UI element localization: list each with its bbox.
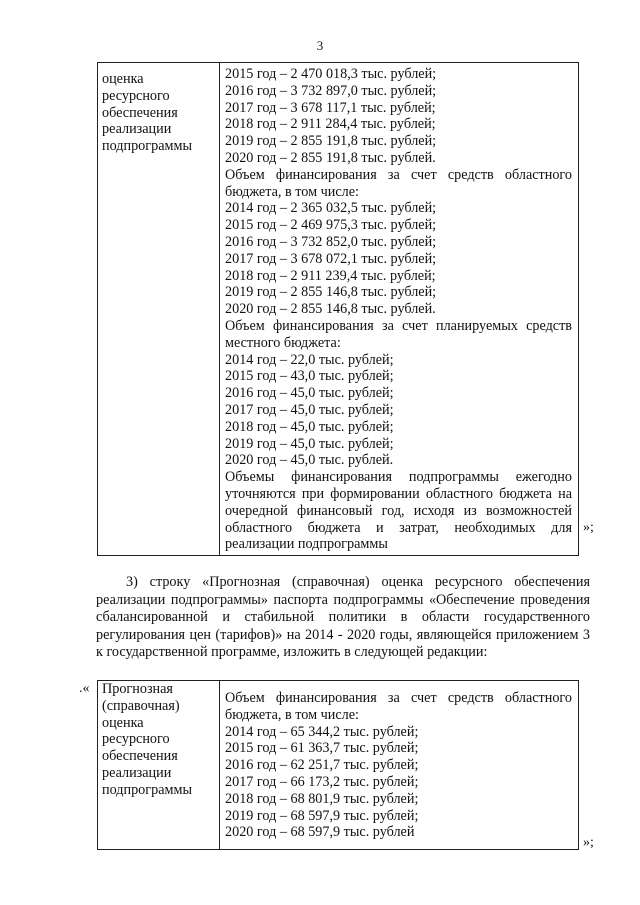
row-label-line: обеспечения	[102, 104, 178, 121]
row-label-line: подпрограммы	[102, 781, 192, 798]
funding-line: 2018 год – 2 911 284,4 тыс. рублей;	[225, 116, 436, 133]
resource-table-new	[97, 680, 579, 850]
row-label-line: ресурсного	[102, 731, 170, 748]
opening-quote: .«	[79, 681, 90, 696]
local-funding-line: 2019 год – 45,0 тыс. рублей;	[225, 435, 394, 452]
regional-funding-line: 2019 год – 2 855 146,8 тыс. рублей;	[225, 284, 437, 301]
funding-line: 2019 год – 2 855 191,8 тыс. рублей;	[225, 133, 437, 150]
row-label-cell	[98, 681, 220, 850]
funding-line: 2020 год – 2 855 191,8 тыс. рублей.	[225, 149, 436, 166]
regional-funding-line: 2016 год – 3 732 852,0 тыс. рублей;	[225, 233, 437, 250]
row-label-line: оценка	[102, 71, 144, 87]
local-funding-line: 2014 год – 22,0 тыс. рублей;	[225, 351, 394, 368]
local-budget-heading: Объем финансирования за счет планируемых средств местного бюджета:	[225, 317, 572, 351]
row-label-line: Прогнозная	[102, 681, 173, 697]
closing-quote: »;	[583, 835, 594, 850]
row-label-line: ресурсного	[102, 87, 170, 104]
regional-budget-heading: Объем финансирования за счет средств областного бюджета, в том числе:	[225, 166, 572, 200]
funding-line: 2015 год – 2 470 018,3 тыс. рублей;	[225, 66, 437, 82]
local-funding-line: 2016 год – 45,0 тыс. рублей;	[225, 385, 394, 402]
resource-table-continued	[97, 62, 579, 556]
local-funding-line: 2020 год – 45,0 тыс. рублей.	[225, 452, 394, 469]
row-value-cell	[220, 681, 579, 850]
regional-funding-line: 2018 год – 2 911 239,4 тыс. рублей;	[225, 267, 436, 284]
funding-line: 2017 год – 3 678 117,1 тыс. рублей;	[225, 99, 436, 116]
regional-funding-line: 2014 год – 65 344,2 тыс. рублей;	[225, 723, 419, 740]
page-number: 3	[316, 38, 324, 53]
regional-funding-line: 2014 год – 2 365 032,5 тыс. рублей;	[225, 200, 437, 217]
regional-funding-line: 2015 год – 61 363,7 тыс. рублей;	[225, 740, 419, 757]
row-label-line: (справочная)	[102, 697, 180, 714]
row-label-line: обеспечения	[102, 748, 178, 765]
row-label-line: реализации	[102, 121, 172, 138]
row-value-cell	[220, 63, 579, 556]
regional-funding-line: 2017 год – 66 173,2 тыс. рублей;	[225, 773, 419, 790]
local-funding-line: 2017 год – 45,0 тыс. рублей;	[225, 401, 394, 418]
regional-funding-line: 2020 год – 2 855 146,8 тыс. рублей.	[225, 301, 436, 318]
row-label-line: оценка	[102, 714, 144, 731]
local-funding-line: 2018 год – 45,0 тыс. рублей;	[225, 418, 394, 435]
regional-funding-line: 2018 год – 68 801,9 тыс. рублей;	[225, 790, 419, 807]
regional-funding-line: 2015 год – 2 469 975,3 тыс. рублей;	[225, 217, 437, 234]
amendment-text: 3) строку «Прогнозная (справочная) оценка ресурсного обеспечения реализации подпрограммы» паспорта подпрограммы «Обеспечение проведения сбалансированной и стабильной политики в области государственного регулирования цен (тарифов)» на 2014 - 2020 годы, являющейся приложением 3 к государственной программе, изложить в следующей редакции:	[96, 574, 590, 661]
local-funding-line: 2015 год – 43,0 тыс. рублей;	[225, 368, 394, 385]
row-label-cell	[98, 63, 220, 556]
regional-funding-line: 2017 год – 3 678 072,1 тыс. рублей;	[225, 250, 437, 267]
row-label-line: реализации	[102, 764, 172, 781]
row-label-line: подпрограммы	[102, 138, 192, 155]
funding-line: 2016 год – 3 732 897,0 тыс. рублей;	[225, 82, 437, 99]
regional-funding-line: 2016 год – 62 251,7 тыс. рублей;	[225, 757, 419, 774]
regional-funding-line: 2020 год – 68 597,9 тыс. рублей	[225, 824, 415, 841]
regional-funding-line: 2019 год – 68 597,9 тыс. рублей;	[225, 807, 419, 824]
regional-budget-heading: Объем финансирования за счет средств областного бюджета, в том числе:	[225, 690, 572, 723]
funding-note: Объемы финансирования подпрограммы ежегодно уточняются при формировании областного бюджета на очередной финансовый год, исходя из возможностей областного бюджета и затрат, необходимых для реализации подпрограммы	[225, 469, 572, 553]
amendment-paragraph	[96, 574, 590, 662]
closing-quote: »;	[583, 520, 594, 535]
